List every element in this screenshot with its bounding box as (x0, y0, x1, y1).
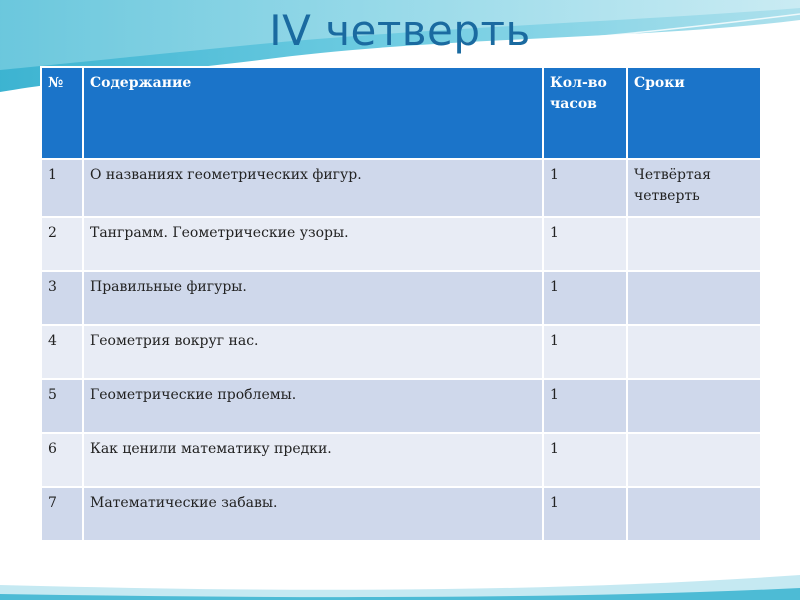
row-number: 2 (41, 217, 83, 271)
row-number: 3 (41, 271, 83, 325)
table-row (41, 325, 761, 379)
header-content: Содержание (83, 67, 543, 159)
row-term (627, 325, 761, 379)
row-number: 7 (41, 487, 83, 541)
table-row (41, 433, 761, 487)
table-row (41, 379, 761, 433)
row-term (627, 433, 761, 487)
row-number: 4 (41, 325, 83, 379)
row-content: О названиях геометрических фигур. (83, 159, 543, 217)
table-row (41, 159, 761, 217)
row-content: Правильные фигуры. (83, 271, 543, 325)
row-hours: 1 (543, 433, 627, 487)
row-hours: 1 (543, 271, 627, 325)
row-content: Геометрия вокруг нас. (83, 325, 543, 379)
header-term: Сроки (627, 67, 761, 159)
row-content: Математические забавы. (83, 487, 543, 541)
lesson-plan-table (40, 66, 762, 542)
row-term (627, 487, 761, 541)
row-content: Как ценили математику предки. (83, 433, 543, 487)
header-hours: Кол-во часов (543, 67, 627, 159)
row-hours: 1 (543, 379, 627, 433)
table-header-row (41, 67, 761, 159)
row-term (627, 271, 761, 325)
row-term (627, 217, 761, 271)
row-hours: 1 (543, 325, 627, 379)
row-number: 5 (41, 379, 83, 433)
table-row (41, 271, 761, 325)
row-term (627, 379, 761, 433)
row-content: Геометрические проблемы. (83, 379, 543, 433)
row-hours: 1 (543, 487, 627, 541)
row-hours: 1 (543, 217, 627, 271)
row-content: Танграмм. Геометрические узоры. (83, 217, 543, 271)
row-hours: 1 (543, 159, 627, 217)
row-number: 6 (41, 433, 83, 487)
row-number: 1 (41, 159, 83, 217)
table-row (41, 487, 761, 541)
table-row (41, 217, 761, 271)
header-number: № (41, 67, 83, 159)
slide-title: IV четверть (269, 6, 531, 55)
row-term: Четвёртая четверть (627, 159, 761, 217)
